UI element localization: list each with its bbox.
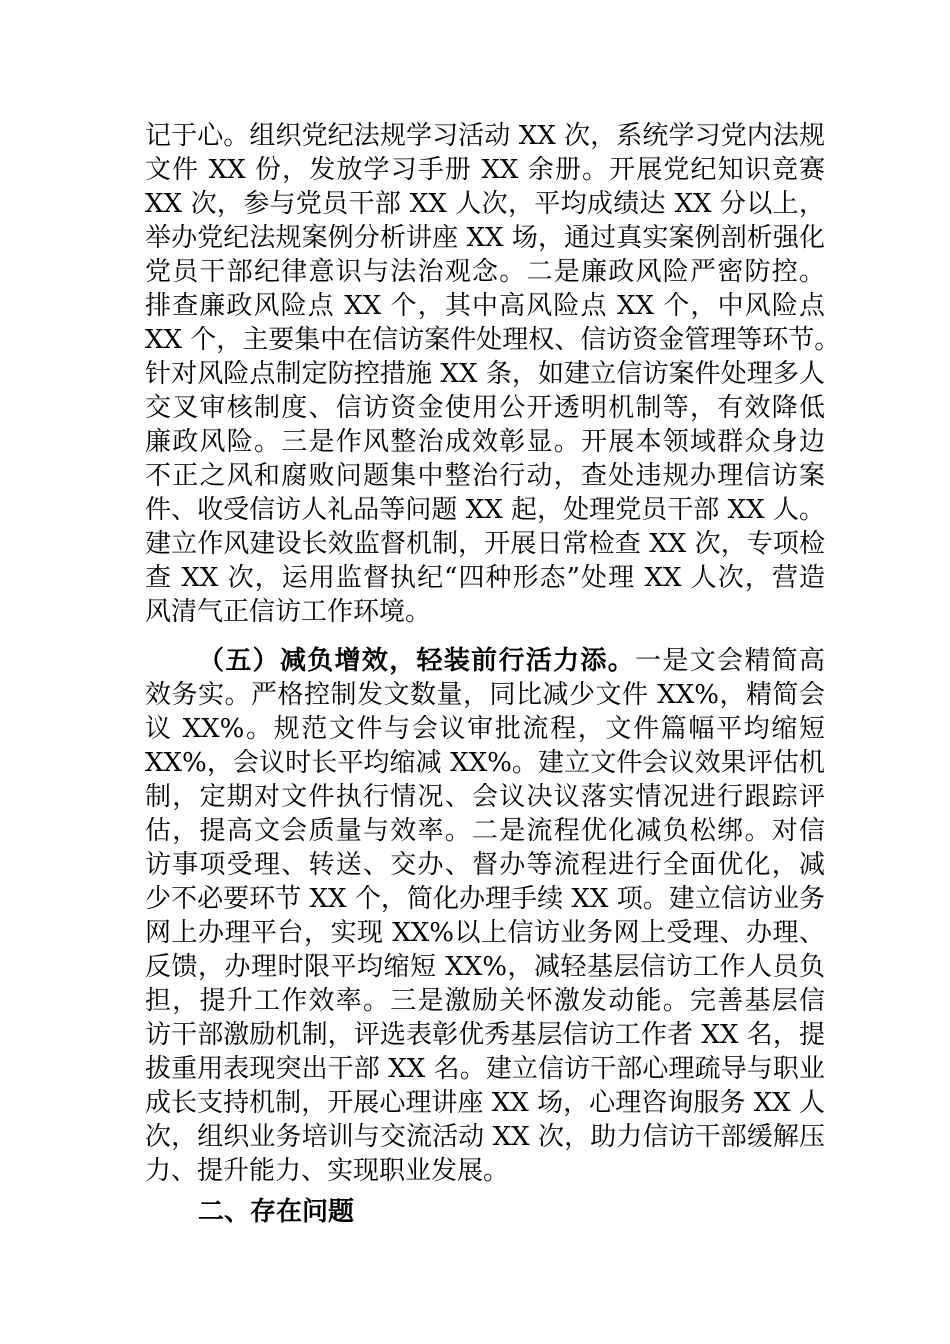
paragraph-2-line-12: 访干部激励机制，评选表彰优秀基层信访工作者 XX 名，提 bbox=[145, 1020, 825, 1050]
paragraph-1-line-11: 不正之风和腐败问题集中整治行动，查处违规办理信访案 bbox=[145, 461, 825, 491]
paragraph-1-line-3: XX 次，参与党员干部 XX 人次，平均成绩达 XX 分以上， bbox=[145, 189, 825, 219]
paragraph-2-line-10: 反馈，办理时限平均缩短 XX%，减轻基层信访工作人员负 bbox=[145, 952, 825, 982]
paragraph-1-line-8: 针对风险点制定防控措施 XX 条，如建立信访案件处理多人 bbox=[145, 359, 825, 389]
section-heading: 二、存在问题 bbox=[198, 1197, 355, 1227]
paragraph-2-line-1 bbox=[198, 644, 825, 678]
paragraph-2-line-6: 估，提高文会质量与效率。二是流程优化减负松绑。对信 bbox=[145, 816, 825, 846]
paragraph-2-line-11: 担，提升工作效率。三是激励关怀激发动能。完善基层信 bbox=[145, 986, 825, 1016]
paragraph-1-line-12: 件、收受信访人礼品等问题 XX 起，处理党员干部 XX 人。 bbox=[145, 495, 825, 525]
paragraph-2-line-14: 成长支持机制，开展心理讲座 XX 场，心理咨询服务 XX 人 bbox=[145, 1088, 825, 1118]
paragraph-2-line-8: 少不必要环节 XX 个，简化办理手续 XX 项。建立信访业务 bbox=[145, 884, 825, 914]
paragraph-2-line-9: 网上办理平台，实现 XX%以上信访业务网上受理、办理、 bbox=[145, 918, 825, 948]
paragraph-1-line-14: 查 XX 次，运用监督执纪“四种形态”处理 XX 人次，营造 bbox=[145, 563, 825, 593]
paragraph-1-line-13: 建立作风建设长效监督机制，开展日常检查 XX 次，专项检 bbox=[145, 529, 825, 559]
paragraph-1-line-9: 交叉审核制度、信访资金使用公开透明机制等，有效降低 bbox=[145, 393, 825, 423]
paragraph-2-line-2: 效务实。严格控制发文数量，同比减少文件 XX%，精简会 bbox=[145, 680, 825, 710]
paragraph-2-line-7: 访事项受理、转送、交办、督办等流程进行全面优化，减 bbox=[145, 850, 825, 880]
paragraph-2-line-4: XX%，会议时长平均缩减 XX%。建立文件会议效果评估机 bbox=[145, 748, 825, 778]
subsection-heading: （五）减负增效，轻装前行活力添。 bbox=[198, 646, 636, 676]
paragraph-2-line-16: 力、提升能力、实现职业发展。 bbox=[145, 1156, 510, 1186]
paragraph-2-line-13: 拔重用表现突出干部 XX 名。建立信访干部心理疏导与职业 bbox=[145, 1054, 825, 1084]
paragraph-1-line-1: 记于心。组织党纪法规学习活动 XX 次，系统学习党内法规 bbox=[145, 121, 825, 151]
paragraph-2-line-3: 议 XX%。规范文件与会议审批流程，文件篇幅平均缩短 bbox=[145, 714, 825, 744]
paragraph-2-line-15: 次，组织业务培训与交流活动 XX 次，助力信访干部缓解压 bbox=[145, 1122, 825, 1152]
paragraph-1-line-2: 文件 XX 份，发放学习手册 XX 余册。开展党纪知识竞赛 bbox=[145, 155, 825, 185]
paragraph-1-line-5: 党员干部纪律意识与法治观念。二是廉政风险严密防控。 bbox=[145, 257, 825, 287]
paragraph-1-line-6: 排查廉政风险点 XX 个，其中高风险点 XX 个，中风险点 bbox=[145, 291, 825, 321]
paragraph-2-line-5: 制，定期对文件执行情况、会议决议落实情况进行跟踪评 bbox=[145, 782, 825, 812]
paragraph-1-line-10: 廉政风险。三是作风整治成效彰显。开展本领域群众身边 bbox=[145, 427, 825, 457]
paragraph-1-line-7: XX 个，主要集中在信访案件处理权、信访资金管理等环节。 bbox=[145, 325, 841, 355]
paragraph-2-line-1-text: 一是文会精简高 bbox=[635, 646, 825, 676]
paragraph-1-line-15: 风清气正信访工作环境。 bbox=[145, 597, 432, 627]
paragraph-1-line-4: 举办党纪法规案例分析讲座 XX 场，通过真实案例剖析强化 bbox=[145, 223, 825, 253]
